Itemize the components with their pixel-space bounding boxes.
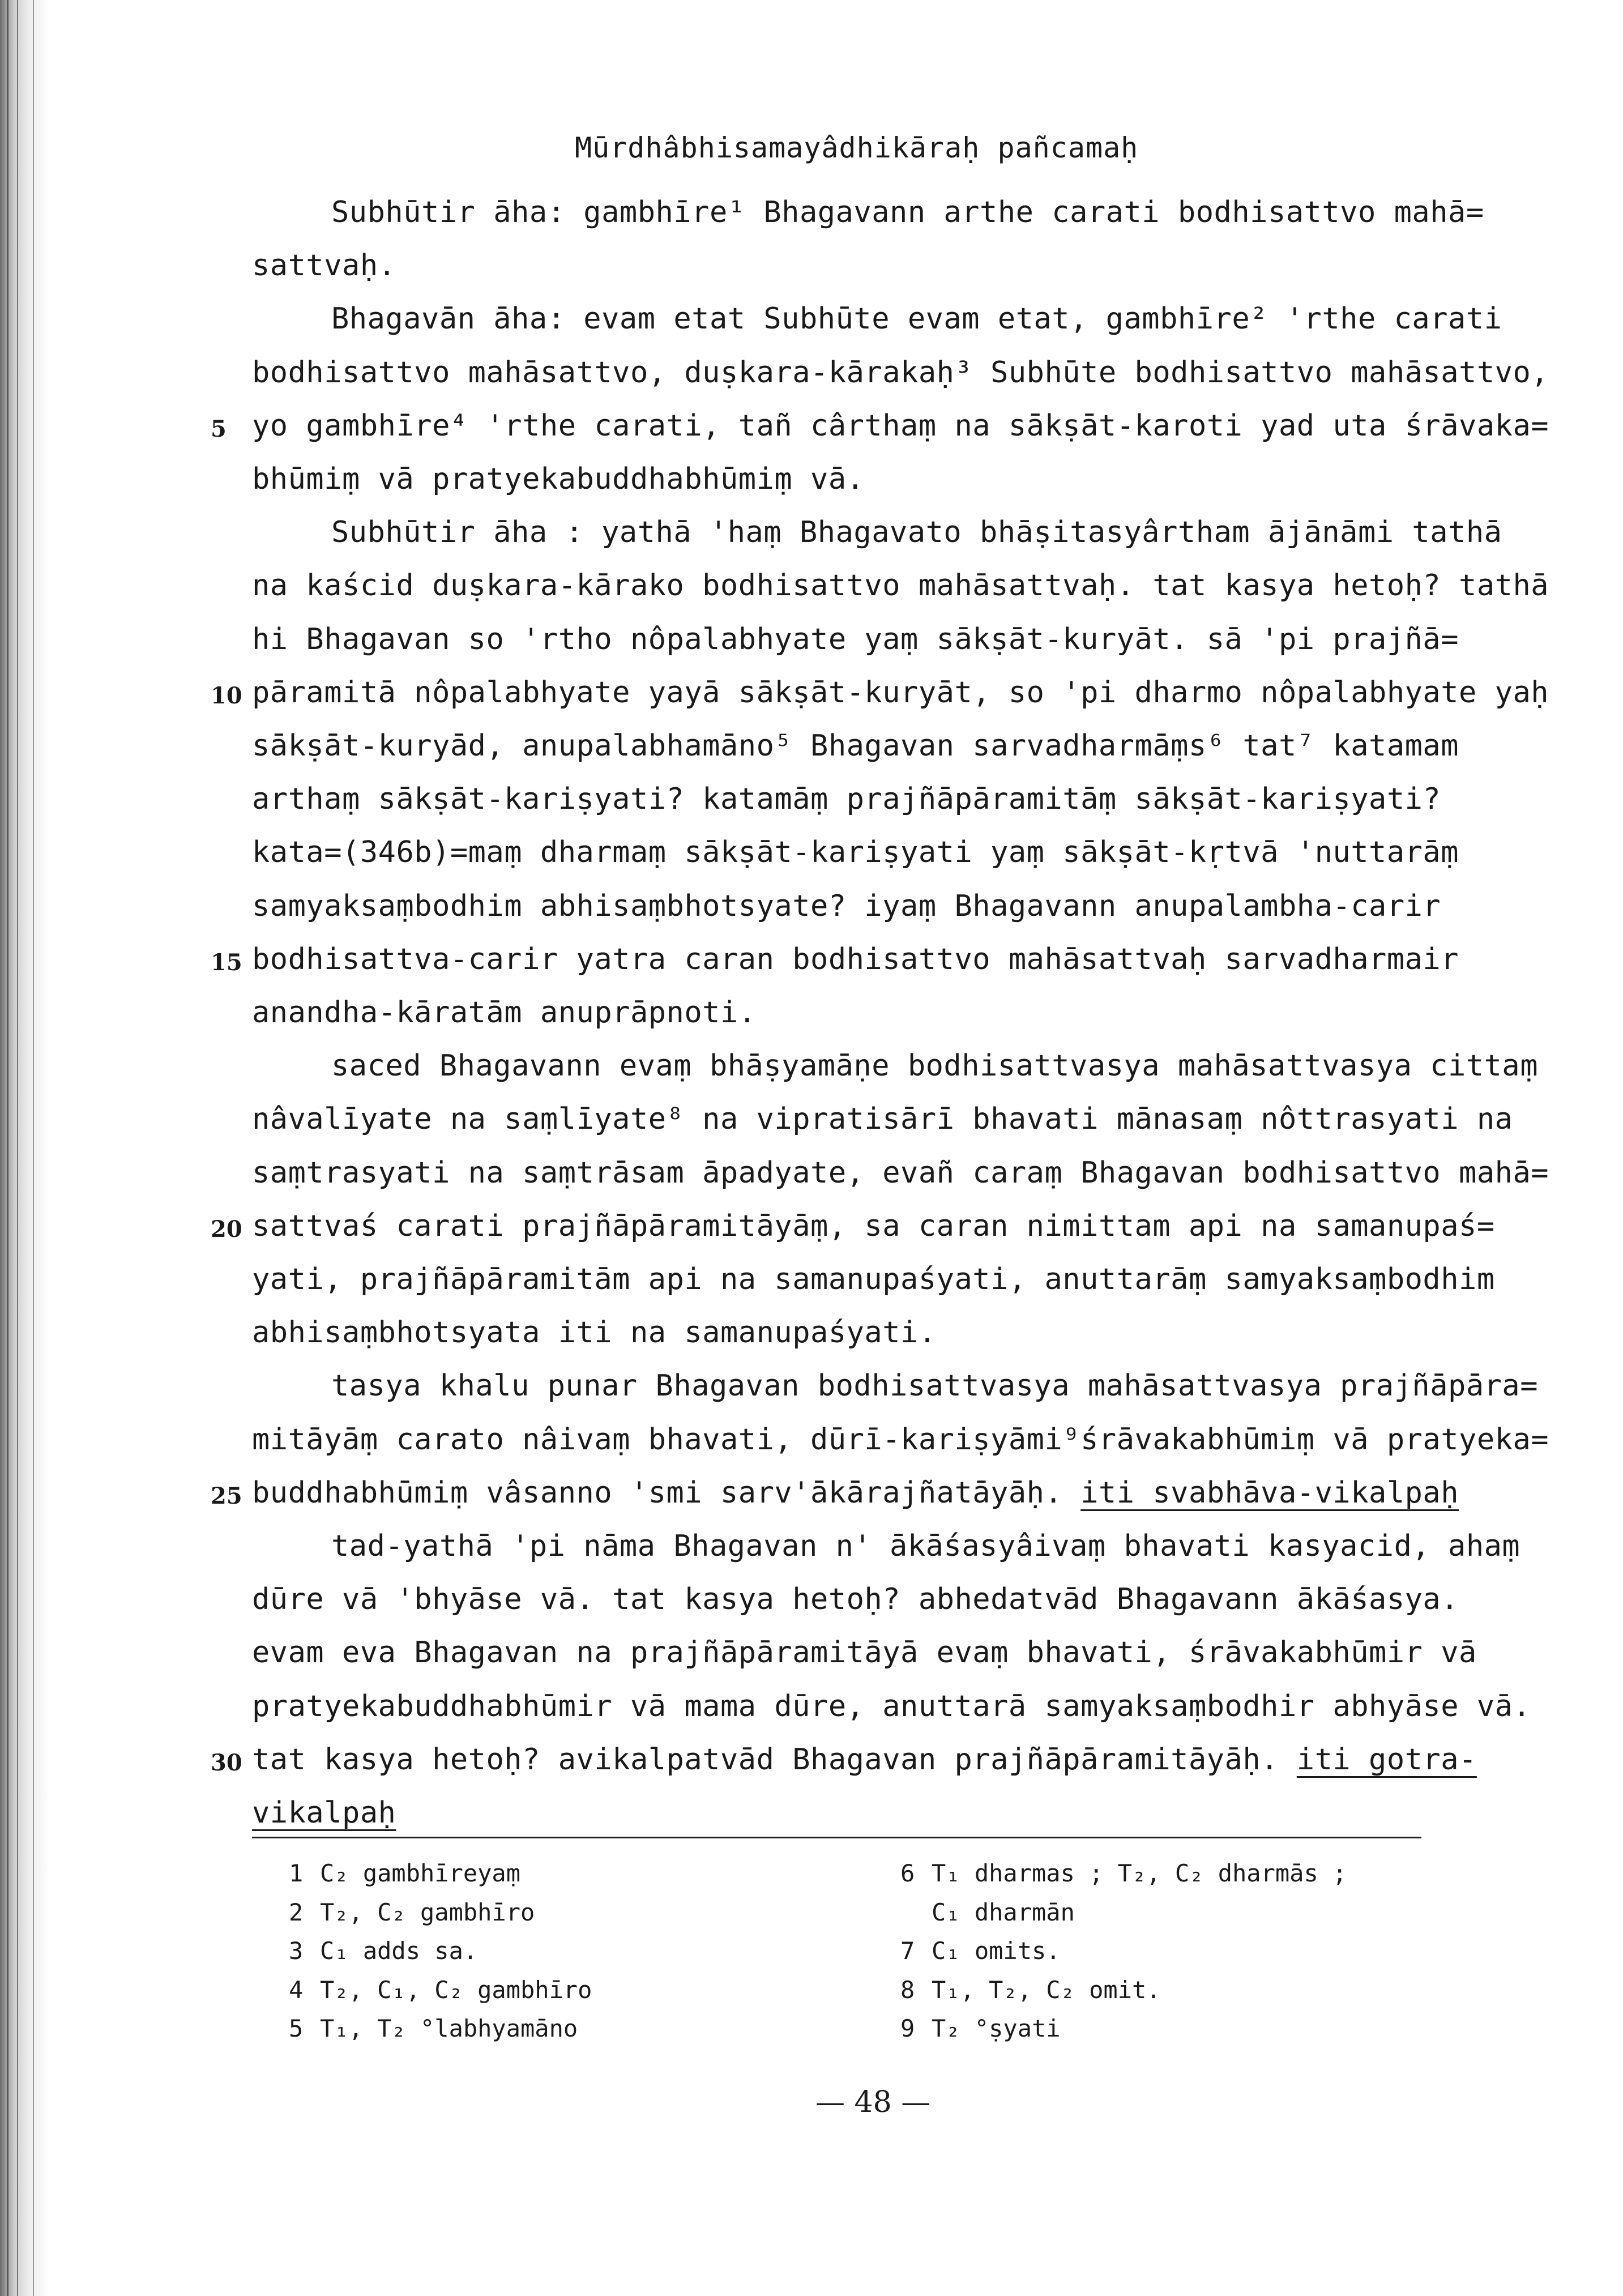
footnote [900,1859,1347,1888]
line-text: Bhagavān āha: evam etat Subhūte evam etat, gambhīre² 'rthe carati [331,302,1502,336]
footnote [900,1976,1161,2004]
line-text: arthaṃ sākṣāt-kariṣyati? katamāṃ prajñāpāramitāṃ sākṣāt-kariṣyati? [252,782,1441,816]
line-text: sattvaś carati prajñāpāramitāyāṃ, sa caran nimittam api na samanupaś= [252,1209,1495,1243]
text-line [252,996,757,1030]
footnote [289,1859,520,1888]
footnote-number: 3 [289,1937,304,1965]
text-line [252,729,1459,763]
line-text: bhūmiṃ vā pratyekabuddhabhūmiṃ vā. [252,462,865,496]
line-text: nâvalīyate na saṃlīyate⁸ na vipratisārī bhavati mānasaṃ nôttrasyati na [252,1102,1513,1136]
text-line [252,1636,1477,1670]
text-line [331,1049,1538,1083]
footnote-number: 7 [900,1937,915,1965]
line-text: kata=(346b)=maṃ dharmaṃ sākṣāt-kariṣyati yaṃ sākṣāt-kṛtvā 'nuttarāṃ [252,835,1459,869]
footnote-number: 6 [900,1859,915,1887]
text-line [252,1316,937,1350]
line-text: tat kasya hetoḥ? avikalpatvād Bhagavan prajñāpāramitāyāḥ. [252,1743,1297,1777]
footnote [289,1937,477,1965]
text-line [252,1796,396,1830]
footnote-rule [252,1837,1421,1838]
line-text: buddhabhūmiṃ vâsanno 'smi sarv'ākārajñatāyāḥ. [252,1476,1081,1510]
line-text: dūre vā 'bhyāse vā. tat kasya hetoḥ? abhedatvād Bhagavann ākāśasya. [252,1582,1459,1616]
line-text: Subhūtir āha: gambhīre¹ Bhagavann arthe carati bodhisattvo mahā= [331,195,1484,229]
footnote-number: 5 [289,2015,304,2042]
footnote-number: 9 [900,2015,915,2042]
footnote-number: 8 [900,1976,915,2004]
footnote [289,2015,578,2043]
footnote-text: T₁, T₂, C₂ omit. [932,1976,1161,2004]
binding-line [33,0,34,2296]
line-text: hi Bhagavan so 'rtho nôpalabhyate yaṃ sākṣāt-kuryāt. sā 'pi prajñā= [252,622,1459,656]
running-head: Mūrdhâbhisamayâdhikāraḥ pañcamaḥ [575,131,1139,164]
line-text: yati, prajñāpāramitām api na samanupaśyati, anuttarāṃ samyaksaṃbodhim [252,1262,1495,1296]
text-line [252,409,1549,443]
text-line [252,1262,1495,1296]
page-number: — 48 — [815,2085,931,2119]
footnote-text: T₁ dharmas ; T₂, C₂ dharmās ; [932,1859,1347,1887]
line-text: saṃtrasyati na saṃtrāsam āpadyate, evañ caraṃ Bhagavan bodhisattvo mahā= [252,1156,1549,1190]
line-text: yo gambhīre⁴ 'rthe carati, tañ cârthaṃ na sākṣāt-karoti yad uta śrāvaka= [252,409,1549,443]
footnote-text: C₁ dharmān [932,1898,1075,1926]
footnote [900,1898,1075,1927]
line-number: 25 [211,1483,242,1509]
text-line [252,1209,1495,1243]
text-line [252,835,1459,869]
line-number: 10 [211,682,242,709]
text-line [331,515,1502,549]
footnote-text: C₁ adds sa. [320,1937,478,1965]
text-line [252,1423,1549,1457]
line-number: 30 [211,1749,242,1776]
text-line [252,1689,1531,1723]
line-text: na kaścid duṣkara-kārako bodhisattvo mahāsattvaḥ. tat kasya hetoḥ? tathā [252,569,1549,603]
text-line [252,1743,1477,1777]
line-text: anandha-kāratām anuprāpnoti. [252,996,757,1030]
line-text: evam eva Bhagavan na prajñāpāramitāyā evaṃ bhavati, śrāvakabhūmir vā [252,1636,1477,1670]
footnote-text: C₂ gambhīreyaṃ [320,1859,521,1887]
text-line [331,195,1484,229]
binding-line [17,0,18,2296]
line-text: pāramitā nôpalabhyate yayā sākṣāt-kuryāt, so 'pi dharmo nôpalabhyate yaḥ [252,676,1549,710]
text-line [252,1102,1513,1136]
line-number: 5 [211,416,227,442]
text-line [252,676,1549,710]
underlined-heading: vikalpaḥ [252,1796,396,1830]
line-text: abhisaṃbhotsyata iti na samanupaśyati. [252,1316,937,1350]
footnote-text: T₂, C₁, C₂ gambhīro [320,1976,592,2004]
line-text: tasya khalu punar Bhagavan bodhisattvasya mahāsattvasya prajñāpāra= [331,1369,1539,1403]
line-text: sākṣāt-kuryād, anupalabhamāno⁵ Bhagavan sarvadharmāṃs⁶ tat⁷ katamam [252,729,1459,763]
line-text: bodhisattvo mahāsattvo, duṣkara-kārakaḥ³ Subhūte bodhisattvo mahāsattvo, [252,356,1549,390]
text-line [252,1476,1459,1510]
footnote-number: 1 [289,1859,304,1887]
text-line [331,302,1502,336]
line-text: Subhūtir āha : yathā 'haṃ Bhagavato bhāṣitasyârtham ājānāmi tathā [331,515,1502,549]
underlined-heading: iti gotra- [1296,1743,1477,1777]
footnote-number: 2 [289,1898,304,1926]
text-line [252,1582,1459,1616]
footnote-text: C₁ omits. [932,1937,1061,1965]
line-text: sattvaḥ. [252,249,396,283]
line-text: bodhisattva-carir yatra caran bodhisattvo mahāsattvaḥ sarvadharmair [252,942,1459,976]
footnote [900,1937,1061,1965]
line-text: saced Bhagavann evaṃ bhāṣyamāṇe bodhisattvasya mahāsattvasya cittaṃ [331,1049,1539,1083]
footnote [289,1976,592,2004]
line-text: mitāyāṃ carato nâivaṃ bhavati, dūrī-kariṣyāmi⁹śrāvakabhūmiṃ vā pratyeka= [252,1423,1549,1457]
text-line [331,1529,1520,1563]
text-line [252,356,1549,390]
text-line [331,1369,1538,1403]
text-line [252,622,1459,656]
footnote [289,1898,535,1927]
binding-line [7,0,8,2296]
text-line [252,249,396,283]
line-number: 20 [211,1216,242,1243]
text-line [252,1156,1549,1190]
footnote [900,2015,1061,2043]
text-line [252,782,1441,816]
text-line [252,462,864,496]
line-text: pratyekabuddhabhūmir vā mama dūre, anuttarā samyaksaṃbodhir abhyāse vā. [252,1689,1531,1723]
line-text: samyaksaṃbodhim abhisaṃbhotsyate? iyaṃ Bhagavann anupalambha-carir [252,889,1441,923]
text-line [252,889,1441,923]
footnote-text: T₂, C₂ gambhīro [320,1898,535,1926]
line-number: 15 [211,949,242,976]
underlined-heading: iti svabhāva-vikalpaḥ [1080,1476,1459,1510]
footnote-text: T₁, T₂ °labhyamāno [320,2015,578,2042]
footnote-number: 4 [289,1976,304,2004]
footnote-text: T₂ °ṣyati [932,2015,1061,2042]
line-text: tad-yathā 'pi nāma Bhagavan n' ākāśasyâivaṃ bhavati kasyacid, ahaṃ [331,1529,1521,1563]
text-line [252,569,1549,603]
text-line [252,942,1459,976]
